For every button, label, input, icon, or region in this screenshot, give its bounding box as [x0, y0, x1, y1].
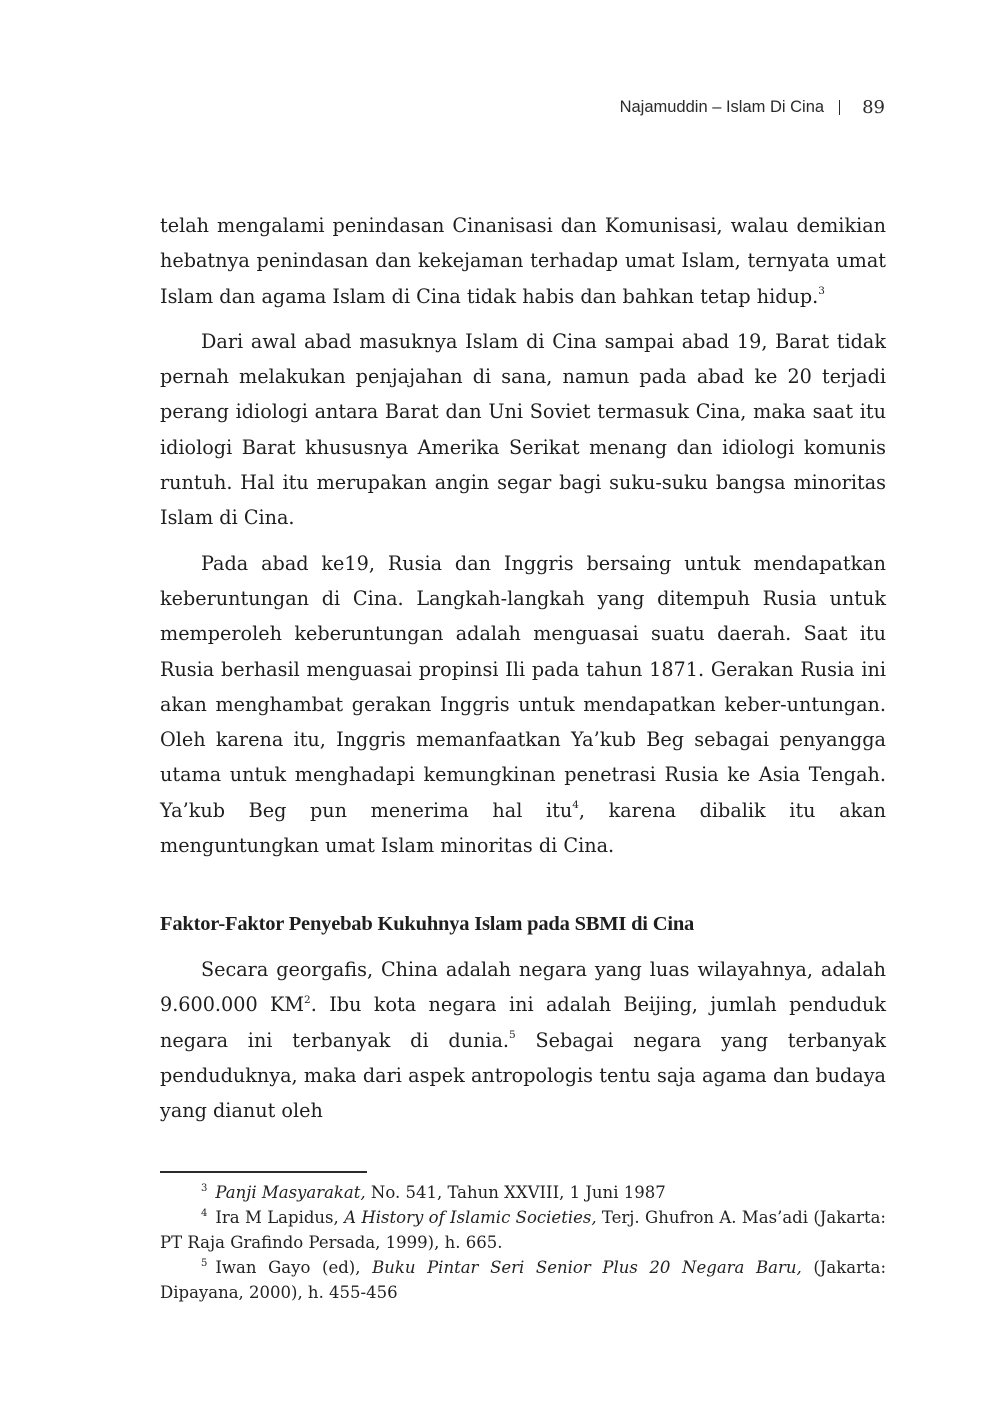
body-text-lower [160, 952, 886, 1128]
footnote-4-number: 4 [201, 1207, 208, 1219]
page-number: 89 [862, 97, 885, 118]
section-heading: Faktor-Faktor Penyebab Kukuhnya Islam pada SBMI di Cina [160, 913, 695, 935]
footnote-4-title: A History of Islamic Societies, [344, 1208, 597, 1227]
footnote-ref-4: 4 [572, 799, 579, 812]
header-separator [839, 100, 840, 115]
footnote-5-rest: (Jakarta: Dipayana, 2000), h. 455-456 [160, 1258, 886, 1302]
footnote-4-author: Ira M Lapidus, [215, 1208, 345, 1227]
footnote-3-title: Panji Masyarakat, [215, 1183, 366, 1202]
footnote-3-number: 3 [201, 1182, 208, 1194]
footnote-3 [160, 1180, 886, 1205]
paragraph-4-text-b: . Ibu kota negara ini adalah Beijing, jumlah penduduk negara ini terbanyak di dunia. [160, 993, 887, 1052]
footnote-5-number: 5 [201, 1257, 208, 1269]
footnote-4-rest: Terj. Ghufron A. Mas’adi (Jakarta: PT Raja Grafindo Persada, 1999), h. 665. [160, 1208, 886, 1252]
footnote-5 [160, 1255, 886, 1305]
footnote-ref-5: 5 [509, 1029, 516, 1042]
paragraph-4 [160, 952, 886, 1128]
running-title: Najamuddin – Islam Di Cina [619, 98, 825, 116]
footnote-5-title: Buku Pintar Seri Senior Plus 20 Negara Baru, [372, 1258, 802, 1277]
paragraph-4-text-a: Secara georgafis, China adalah negara yang luas wilayahnya, adalah 9.600.000 KM [160, 958, 886, 1017]
paragraph-2: Dari awal abad masuknya Islam di Cina sampai abad 19, Barat tidak pernah melakukan penjajahan di sana, namun pada abad ke 20 terjadi perang idiologi antara Barat dan Uni Soviet termasuk Cina, maka saat itu idiologi Barat khususnya Amerika Serikat menang dan idiologi komunis runtuh. Hal itu merupakan angin segar bagi suku-suku bangsa minoritas Islam di Cina. [160, 329, 886, 530]
superscript-2: 2 [304, 993, 311, 1006]
footnote-3-rest: No. 541, Tahun XXVIII, 1 Juni 1987 [365, 1183, 666, 1202]
paragraph-1 [160, 208, 886, 314]
running-head [620, 97, 885, 118]
paragraph-3 [160, 546, 886, 864]
footnote-5-author: Iwan Gayo (ed), [215, 1258, 373, 1277]
paragraph-3-text-a: Pada abad ke19, Rusia dan Inggris bersaing untuk mendapatkan keberuntungan di Cina. Langkah-langkah yang ditempuh Rusia untuk memperoleh keberuntungan adalah menguasai suatu daerah. Saat itu Rusia berhasil menguasai propinsi Ili pada tahun 1871. Gerakan Rusia ini akan menghambat gerakan Inggris untuk mendapatkan keber-untungan. Oleh karena itu, Inggris memanfaatkan Ya’kub Beg sebagai penyangga utama untuk menghadapi kemungkinan penetrasi Rusia ke Asia Tengah. Ya’kub Beg pun menerima hal itu [160, 551, 886, 822]
body-text-upper [160, 208, 886, 863]
footnote-4 [160, 1205, 886, 1255]
footnotes [160, 1180, 886, 1305]
paragraph-1-text: telah mengalami penindasan Cinanisasi dan Komunisasi, walau demikian hebatnya penindasan dan kekejaman terhadap umat Islam, ternyata umat Islam dan agama Islam di Cina tidak habis dan bahkan tetap hidup. [160, 214, 886, 308]
paragraph-3-text-b: , karena dibalik itu akan menguntungkan umat Islam minoritas di Cina. [160, 798, 886, 858]
footnote-divider [160, 1171, 367, 1173]
paragraph-4-text-c: Sebagai negara yang terbanyak penduduknya, maka dari aspek antropologis tentu saja agama dan budaya yang dianut oleh [160, 1028, 886, 1123]
footnote-ref-3: 3 [818, 285, 825, 298]
